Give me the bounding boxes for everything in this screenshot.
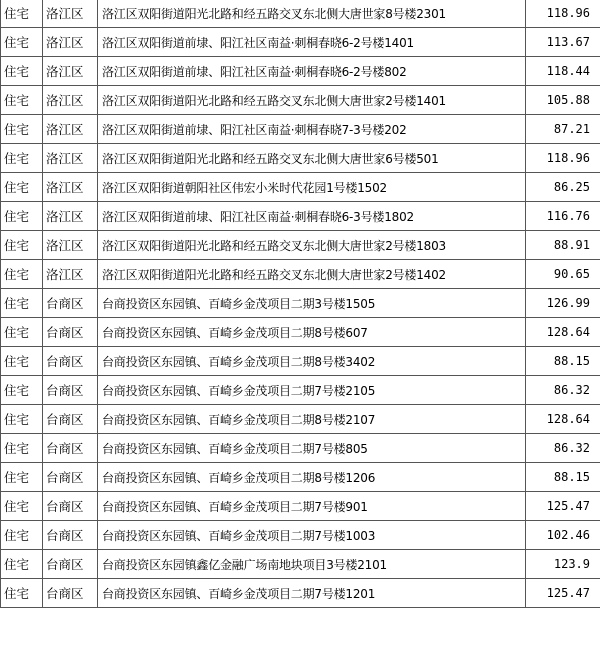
type-cell: 住宅 — [1, 289, 43, 318]
table-row — [1, 318, 600, 347]
table-row — [1, 86, 600, 115]
district-cell: 洛江区 — [43, 57, 98, 86]
table-row — [1, 202, 600, 231]
address-cell: 洛江区双阳街道阳光北路和经五路交叉东北侧大唐世家6号楼501 — [98, 144, 526, 173]
type-cell: 住宅 — [1, 405, 43, 434]
address-cell: 洛江区双阳街道阳光北路和经五路交叉东北侧大唐世家2号楼1401 — [98, 86, 526, 115]
district-cell: 台商区 — [43, 289, 98, 318]
district-cell: 洛江区 — [43, 173, 98, 202]
table-row — [1, 579, 600, 608]
district-cell: 台商区 — [43, 550, 98, 579]
address-cell: 台商投资区东园镇、百崎乡金茂项目二期8号楼3402 — [98, 347, 526, 376]
area-cell: 87.21 — [526, 115, 600, 144]
address-cell: 台商投资区东园镇、百崎乡金茂项目二期7号楼805 — [98, 434, 526, 463]
type-cell: 住宅 — [1, 231, 43, 260]
area-cell: 116.76 — [526, 202, 600, 231]
address-cell: 洛江区双阳街道前埭、阳江社区南益·刺桐春晓6-2号楼802 — [98, 57, 526, 86]
district-cell: 台商区 — [43, 347, 98, 376]
area-cell: 128.64 — [526, 318, 600, 347]
type-cell: 住宅 — [1, 376, 43, 405]
area-cell: 118.44 — [526, 57, 600, 86]
address-cell: 台商投资区东园镇鑫亿金融广场南地块项目3号楼2101 — [98, 550, 526, 579]
district-cell: 洛江区 — [43, 144, 98, 173]
area-cell: 123.9 — [526, 550, 600, 579]
district-cell: 洛江区 — [43, 115, 98, 144]
district-cell: 洛江区 — [43, 86, 98, 115]
area-cell: 113.67 — [526, 28, 600, 57]
address-cell: 台商投资区东园镇、百崎乡金茂项目二期8号楼607 — [98, 318, 526, 347]
district-cell: 洛江区 — [43, 260, 98, 289]
table-row — [1, 376, 600, 405]
type-cell: 住宅 — [1, 434, 43, 463]
area-cell: 118.96 — [526, 0, 600, 28]
address-cell: 台商投资区东园镇、百崎乡金茂项目二期7号楼1201 — [98, 579, 526, 608]
type-cell: 住宅 — [1, 347, 43, 376]
address-cell: 洛江区双阳街道朝阳社区伟宏小米时代花园1号楼1502 — [98, 173, 526, 202]
area-cell: 125.47 — [526, 492, 600, 521]
district-cell: 洛江区 — [43, 0, 98, 28]
district-cell: 台商区 — [43, 463, 98, 492]
area-cell: 126.99 — [526, 289, 600, 318]
type-cell: 住宅 — [1, 202, 43, 231]
table-row — [1, 57, 600, 86]
address-cell: 洛江区双阳街道阳光北路和经五路交叉东北侧大唐世家2号楼1803 — [98, 231, 526, 260]
address-cell: 台商投资区东园镇、百崎乡金茂项目二期8号楼2107 — [98, 405, 526, 434]
area-cell: 90.65 — [526, 260, 600, 289]
address-cell: 台商投资区东园镇、百崎乡金茂项目二期7号楼901 — [98, 492, 526, 521]
type-cell: 住宅 — [1, 260, 43, 289]
table-body — [1, 0, 600, 608]
type-cell: 住宅 — [1, 579, 43, 608]
type-cell: 住宅 — [1, 521, 43, 550]
type-cell: 住宅 — [1, 144, 43, 173]
type-cell: 住宅 — [1, 318, 43, 347]
district-cell: 台商区 — [43, 521, 98, 550]
table-row — [1, 289, 600, 318]
address-cell: 洛江区双阳街道阳光北路和经五路交叉东北侧大唐世家2号楼1402 — [98, 260, 526, 289]
district-cell: 洛江区 — [43, 28, 98, 57]
area-cell: 86.32 — [526, 434, 600, 463]
district-cell: 台商区 — [43, 376, 98, 405]
table-row — [1, 347, 600, 376]
district-cell: 台商区 — [43, 579, 98, 608]
table-row — [1, 260, 600, 289]
table-row — [1, 115, 600, 144]
area-cell: 86.25 — [526, 173, 600, 202]
table-row — [1, 144, 600, 173]
address-cell: 洛江区双阳街道阳光北路和经五路交叉东北侧大唐世家8号楼2301 — [98, 0, 526, 28]
table-row — [1, 173, 600, 202]
table-row — [1, 463, 600, 492]
area-cell: 125.47 — [526, 579, 600, 608]
area-cell: 88.15 — [526, 347, 600, 376]
district-cell: 台商区 — [43, 492, 98, 521]
address-cell: 台商投资区东园镇、百崎乡金茂项目二期7号楼2105 — [98, 376, 526, 405]
type-cell: 住宅 — [1, 173, 43, 202]
table-row — [1, 0, 600, 28]
table-row — [1, 405, 600, 434]
table-row — [1, 492, 600, 521]
district-cell: 台商区 — [43, 405, 98, 434]
type-cell: 住宅 — [1, 28, 43, 57]
table-row — [1, 550, 600, 579]
district-cell: 台商区 — [43, 318, 98, 347]
address-cell: 洛江区双阳街道前埭、阳江社区南益·刺桐春晓6-3号楼1802 — [98, 202, 526, 231]
area-cell: 118.96 — [526, 144, 600, 173]
area-cell: 88.15 — [526, 463, 600, 492]
type-cell: 住宅 — [1, 0, 43, 28]
table-row — [1, 434, 600, 463]
table-row — [1, 28, 600, 57]
district-cell: 洛江区 — [43, 231, 98, 260]
type-cell: 住宅 — [1, 463, 43, 492]
type-cell: 住宅 — [1, 115, 43, 144]
type-cell: 住宅 — [1, 550, 43, 579]
area-cell: 102.46 — [526, 521, 600, 550]
area-cell: 128.64 — [526, 405, 600, 434]
type-cell: 住宅 — [1, 57, 43, 86]
type-cell: 住宅 — [1, 86, 43, 115]
district-cell: 洛江区 — [43, 202, 98, 231]
district-cell: 台商区 — [43, 434, 98, 463]
address-cell: 台商投资区东园镇、百崎乡金茂项目二期3号楼1505 — [98, 289, 526, 318]
table-row — [1, 521, 600, 550]
address-cell: 洛江区双阳街道前埭、阳江社区南益·刺桐春晓6-2号楼1401 — [98, 28, 526, 57]
area-cell: 86.32 — [526, 376, 600, 405]
area-cell: 105.88 — [526, 86, 600, 115]
area-cell: 88.91 — [526, 231, 600, 260]
address-cell: 台商投资区东园镇、百崎乡金茂项目二期8号楼1206 — [98, 463, 526, 492]
table-row — [1, 231, 600, 260]
type-cell: 住宅 — [1, 492, 43, 521]
address-cell: 洛江区双阳街道前埭、阳江社区南益·刺桐春晓7-3号楼202 — [98, 115, 526, 144]
address-cell: 台商投资区东园镇、百崎乡金茂项目二期7号楼1003 — [98, 521, 526, 550]
